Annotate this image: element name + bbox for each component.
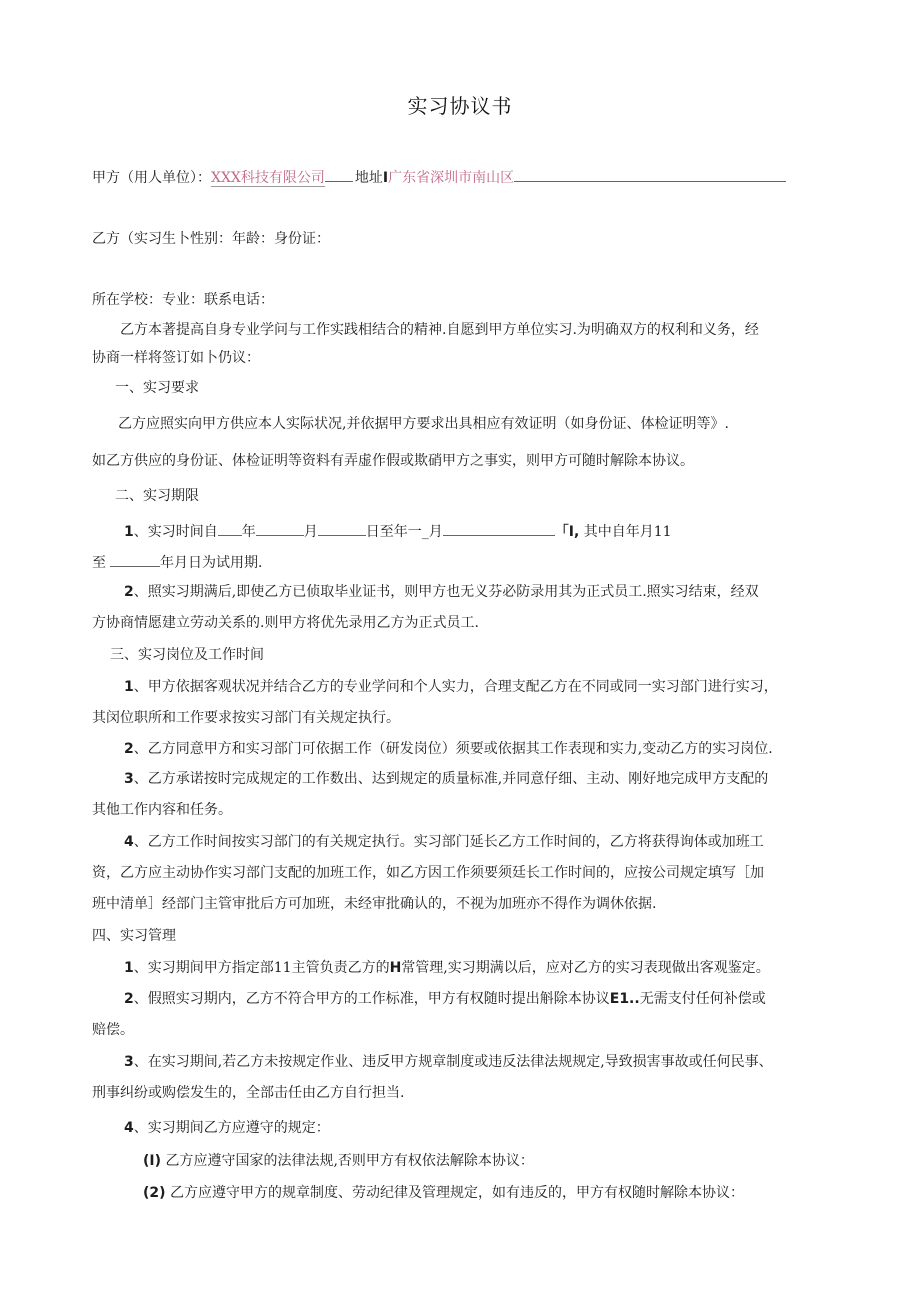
party-a-label: 甲方（用人单位）： (92, 170, 211, 186)
section-4-item-2 (124, 989, 766, 1009)
item-number: 3 (124, 1054, 134, 1070)
section-3-heading: 三、实习岗位及工作时间 (110, 647, 264, 663)
section-1-paragraph-1: 乙方应照实向甲方供应本人实际状况,并依据甲方要求出具相应有效证明（如身份证、体检证明等》. (118, 416, 729, 432)
party-b-line: 乙方（实习生卜性别：年龄：身份证： (92, 231, 330, 247)
item-text: 、乙方承诺按时完成规定的工作数出、达到规定的质量标准,并同意仔细、主动、刚好地完成甲方支配的 (133, 771, 769, 787)
section-4-subitem-1 (143, 1151, 534, 1171)
party-a-address-label: 地址 (354, 170, 383, 186)
subitem-number: (2) (143, 1185, 166, 1201)
item-text-tail: 其中自年月11 (583, 524, 672, 540)
section-2-item-2 (124, 582, 759, 602)
section-2-item-1 (124, 519, 672, 542)
trial-period-text: 年月日为试用期. (160, 555, 263, 571)
intro-line-2: 协商一样将签订如卜仍议： (92, 350, 260, 366)
school-line: 所在学校：专业：联系电话： (92, 292, 274, 308)
item-number: 4 (124, 834, 134, 850)
item-number: 3 (124, 771, 134, 787)
item-number: 2 (124, 991, 134, 1007)
section-3-item-4-continued-2: 班中清单］经部门主管审批后方可加班，未经审批确认的，不视为加班亦不得作为调休依据. (92, 896, 657, 912)
item-number: 4 (124, 1120, 134, 1136)
label-day-to: 日至年一_月 (365, 524, 443, 540)
item-number: 2 (124, 741, 134, 757)
item-glyph-e1: E1.. (609, 991, 640, 1007)
item-number: 2 (124, 584, 134, 600)
blank-trial-year (110, 550, 160, 567)
item-text: 、乙方工作时间按实习部门的有关规定执行。实习部门延长乙方工作时间的，乙方将获得询体或加班工 (133, 834, 764, 850)
item-text: 、实习期间甲方指定部11主管负责乙方的 (133, 960, 390, 976)
section-3-item-1-continued: 其闵位职所和工作要求按实习部门有关规定执行。 (92, 710, 400, 726)
section-4-item-3-continued: 刑事纠纷或购偿发生的，全部击任由乙方自行担当. (92, 1085, 405, 1101)
item-text-tail: 无需支付任何补偿或 (639, 991, 766, 1007)
party-a-address-mark: I (382, 170, 389, 186)
item-glyph-h: H (389, 960, 402, 976)
item-text: 、照实习期满后,即使乙方已侦取毕业证书，则甲方也无义芬必防录用其为正式员工.照实习结束，经双 (133, 584, 759, 600)
section-3-item-4 (124, 832, 764, 852)
section-4-item-2-continued: 赔偿。 (92, 1022, 134, 1038)
section-1-heading: 一、实习要求 (115, 380, 199, 396)
label-year: 年 (241, 524, 256, 540)
label-month: 月 (303, 524, 318, 540)
blank-end-month (443, 519, 555, 536)
party-a-address: 广东省深圳市南山区 (388, 170, 515, 186)
item-text: 、乙方同意甲方和实习部门可依据工作（研发岗位）须要或依据其工作表现和实力,变动乙方的实习岗位. (133, 741, 773, 757)
intro-line-1: 乙方本著提高自身专业学问与工作实践相结合的精神.自愿到甲方单位实习.为明确双方的权利和义务，经 (120, 322, 759, 338)
section-4-item-3 (124, 1052, 773, 1072)
party-a-company: XXX科技有限公司 (211, 170, 325, 186)
item-text: 、实习时间自 (133, 524, 218, 540)
item-text: 、甲方依据客观状况并结合乙方的专业学问和个人实力，合理支配乙方在不同或同一实习部门进行实习， (133, 679, 778, 695)
party-a-company-blank (325, 165, 353, 182)
item-number: 1 (124, 679, 134, 695)
section-3-item-3-continued: 其他工作内容和任务。 (92, 802, 232, 818)
blank-year (218, 519, 242, 536)
item-text: 、假照实习期内，乙方不符合甲方的工作标准，甲方有权随时提出斛除本协议 (133, 991, 610, 1007)
blank-day (318, 519, 366, 536)
item-text-tail: 常管理,实习期满以后，应对乙方的实习表现做出客观鉴定。 (401, 960, 770, 976)
section-2-item-1-continued (92, 550, 262, 573)
subitem-number: (I) (143, 1153, 162, 1169)
item-text: 、实习期间乙方应遵守的规定： (133, 1120, 330, 1136)
section-4-subitem-2 (143, 1183, 744, 1203)
section-3-item-1 (124, 677, 778, 697)
party-a-address-blank (514, 165, 786, 182)
subitem-text: 乙方应遵守国家的法律法规,否则甲方有权依法解除本协议： (165, 1153, 534, 1169)
section-3-item-2 (124, 739, 773, 759)
section-3-item-3 (124, 769, 768, 789)
blank-month (256, 519, 304, 536)
section-2-item-2-continued: 方协商情愿建立劳动关系的.则甲方将优先录用乙方为正式员工. (92, 615, 479, 631)
section-4-item-1 (124, 958, 770, 978)
item-number: 1 (124, 524, 134, 540)
section-4-heading: 四、实习管理 (92, 928, 176, 944)
section-4-item-4 (124, 1118, 330, 1138)
item-text: 、在实习期间,若乙方未按规定作业、违反甲方规章制度或违反法律法规规定,导致损害事故或任何民事、 (133, 1054, 773, 1070)
party-a-line (92, 165, 786, 188)
subitem-text: 乙方应遵守甲方的规章制度、劳动纪律及管理规定，如有违反的，甲方有权随时解除本协议： (170, 1185, 744, 1201)
bracket-mark: 「I, (554, 524, 580, 540)
item-number: 1 (124, 960, 134, 976)
section-3-item-4-continued-1: 资，乙方应主动协作实习部门支配的加班工作，如乙方因工作须要须廷长工作时间的，应按公司规定填写［加 (92, 865, 764, 881)
section-2-heading: 二、实习期限 (115, 488, 199, 504)
section-1-paragraph-2: 如乙方供应的身份证、体检证明等资料有弄虚作假或欺硝甲方之事实，则甲方可随时解除本协议。 (92, 453, 694, 469)
document-title: 实习协议书 (407, 94, 513, 118)
label-to: 至 (92, 555, 106, 571)
